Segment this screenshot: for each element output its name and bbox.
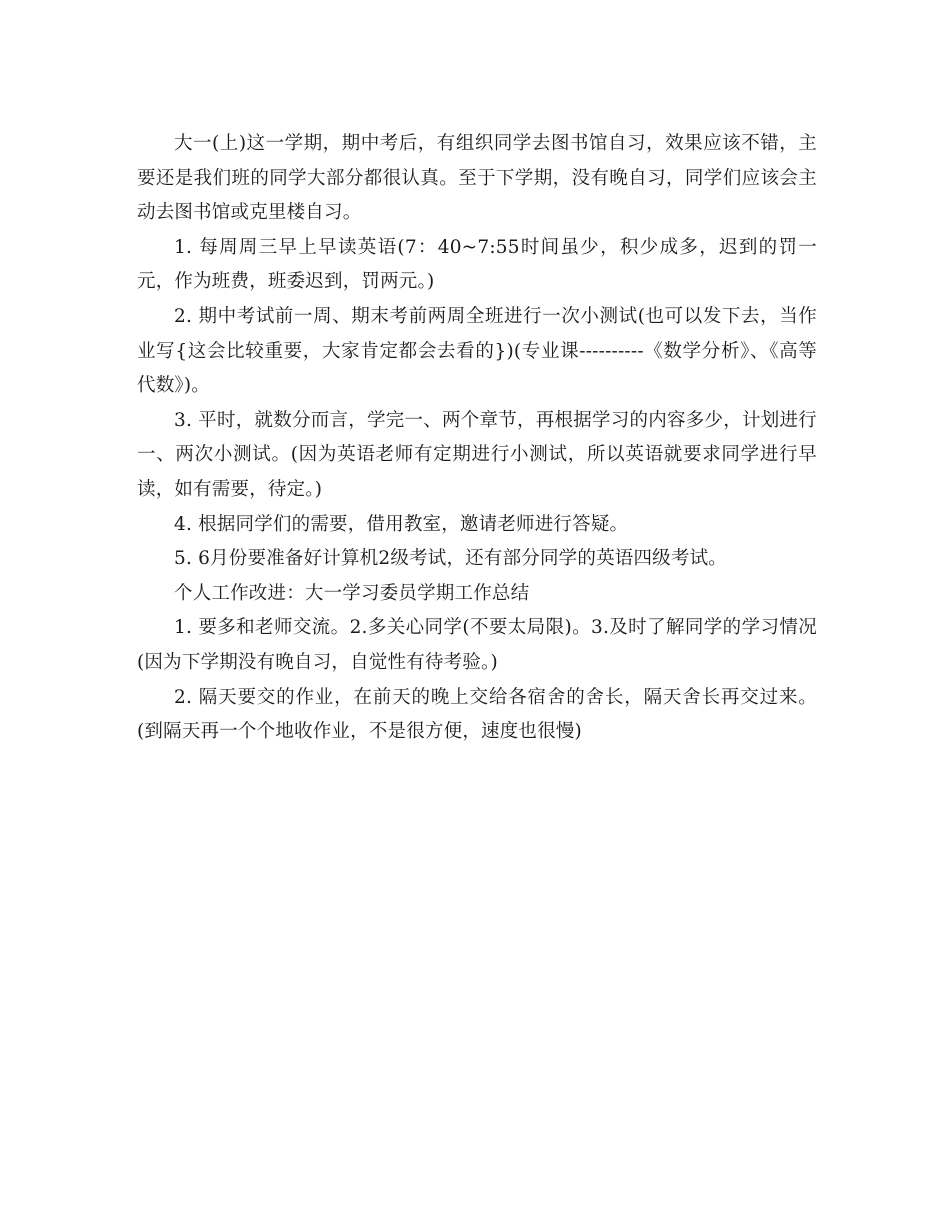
paragraph-improve-1: 1. 要多和老师交流。2.多关心同学(不要太局限)。3.及时了解同学的学习情况(因为下学期没有晚自习，自觉性有待考验。) [137,617,817,673]
section-heading: 个人工作改进：大一学习委员学期工作总结 [174,582,530,604]
paragraph-item-3: 3. 平时，就数分而言，学完一、两个章节，再根据学习的内容多少，计划进行一、两次小测试。(因为英语老师有定期进行小测试，所以英语就要求同学进行早读，如有需要，待定。) [137,409,818,500]
paragraph-item-2: 2. 期中考试前一周、期末考前两周全班进行一次小测试(也可以发下去，当作业写{这会比较重要，大家肯定都会去看的})(专业课----------《数学分析》、《高等代数》)。 [137,305,817,397]
paragraph-item-5: 5. 6月份要准备好计算机2级考试，还有部分同学的英语四级考试。 [174,548,727,570]
paragraph-intro: 大一(上)这一学期，期中考后，有组织同学去图书馆自习，效果应该不错，主要还是我们班的同学大部分都很认真。至于下学期，没有晚自习，同学们应该会主动去图书馆或克里楼自习。 [137,133,817,224]
paragraph-item-4: 4. 根据同学们的需要，借用教室，邀请老师进行答疑。 [174,513,629,535]
paragraph-improve-2: 2. 隔天要交的作业，在前天的晚上交给各宿舍的舍长，隔天舍长再交过来。(到隔天再一个个地收作业，不是很方便，速度也很慢) [137,686,817,743]
paragraph-item-1: 1. 每周周三早上早读英语(7：40~7:55时间虽少，积少成多，迟到的罚一元，作为班费，班委迟到，罚两元。) [137,236,817,293]
document-body [137,127,817,750]
